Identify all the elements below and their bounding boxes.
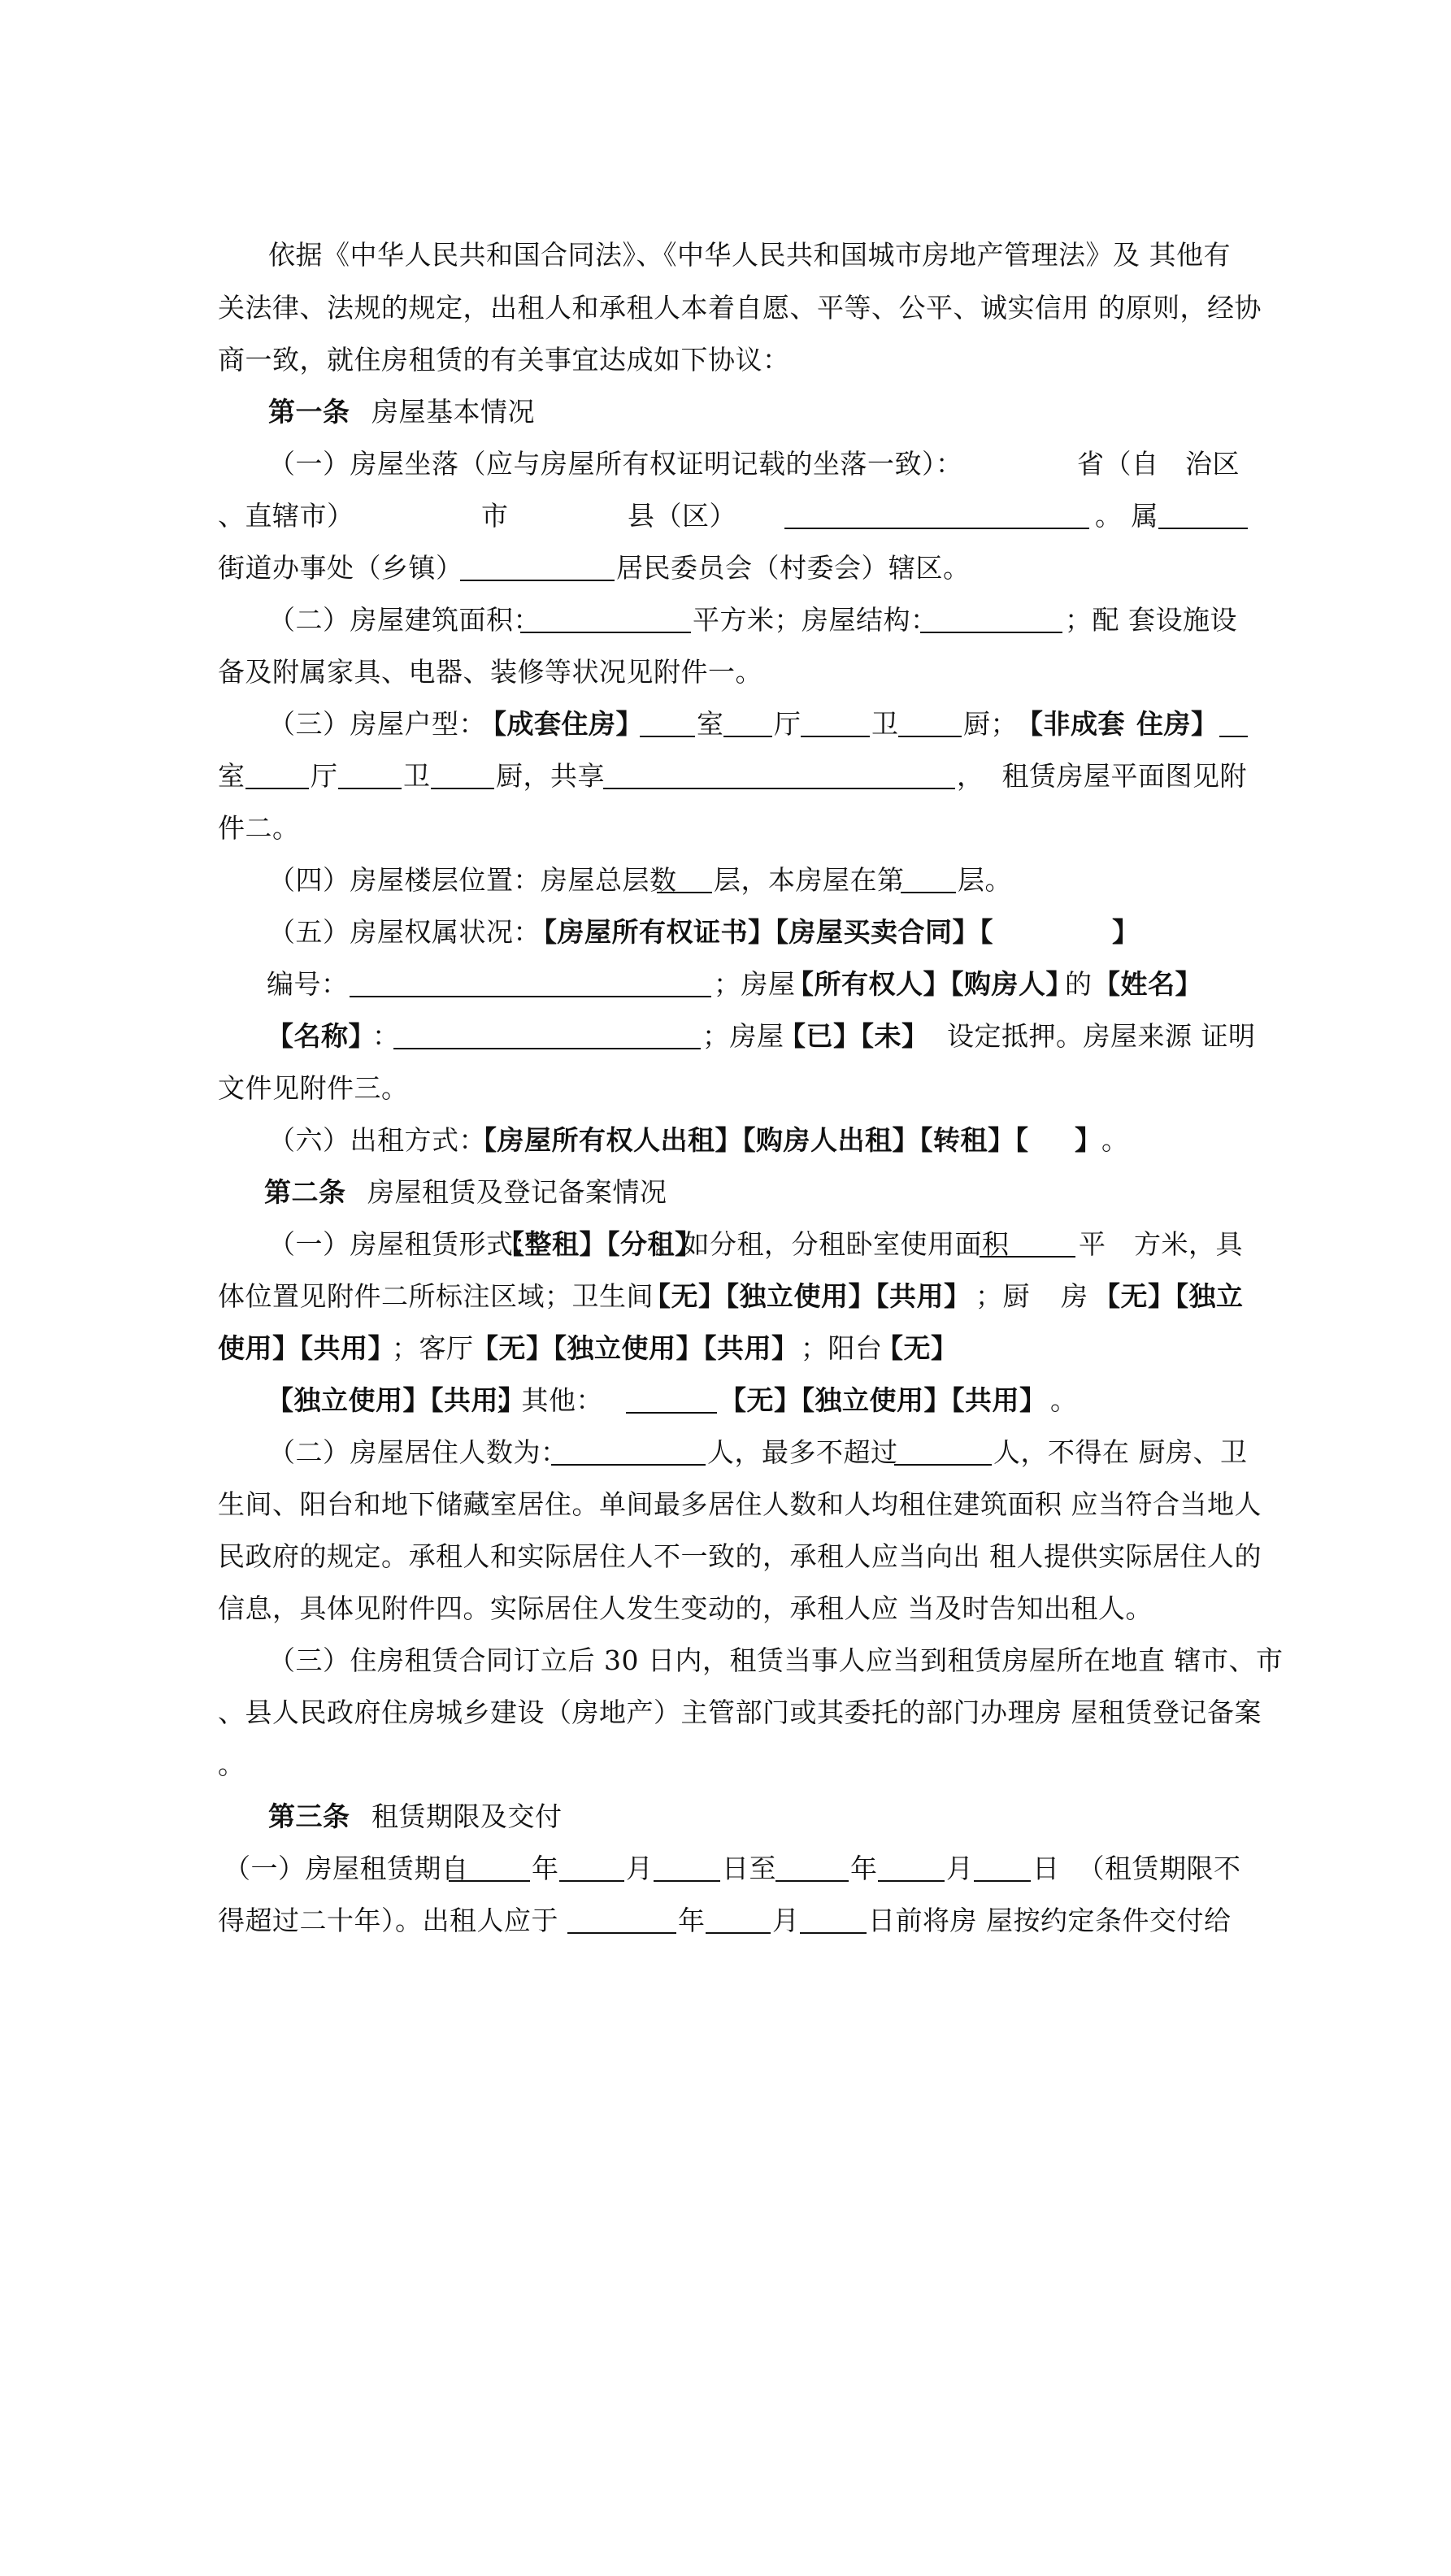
- clause-text: 。如分租，分租卧室使用面积: [655, 1228, 1010, 1260]
- clause-line: [0, 1844, 1451, 1893]
- clause-text: 体位置见附件二所标注区域；卫生间: [218, 1280, 654, 1312]
- clause-line: [0, 1116, 1451, 1165]
- blank-line: [800, 1932, 867, 1934]
- clause-line: [0, 1272, 1451, 1321]
- clause-text: 层。: [958, 864, 1012, 896]
- option-text: 【房屋所有权证书】【房屋买卖合同】【: [530, 916, 993, 948]
- clause-text: 县（区）: [628, 500, 736, 532]
- blank-line: [245, 788, 309, 789]
- clause-line: [0, 1220, 1451, 1269]
- preamble-text: 商一致，就住房租赁的有关事宜达成如下协议：: [218, 344, 790, 376]
- blank-line: [775, 1880, 849, 1882]
- clause-text: 年: [850, 1853, 878, 1884]
- clause-text: 厅: [311, 760, 338, 792]
- clause-text: 的: [1065, 968, 1093, 1000]
- blank-line: [657, 892, 712, 893]
- option-text: 【无】【独立: [1093, 1280, 1244, 1312]
- clause-text: 月: [772, 1905, 800, 1936]
- clause-line: [0, 1688, 1451, 1737]
- option-text: 【无】【独立使用】【共用】: [471, 1332, 799, 1364]
- clause-line: [0, 1584, 1451, 1633]
- blank-line: [431, 788, 494, 789]
- option-text: 【名称】: [267, 1020, 376, 1052]
- blank-line: [898, 736, 962, 737]
- clause-line: [0, 856, 1451, 905]
- clause-text: ；房屋: [714, 968, 796, 1000]
- clause-text: 。: [1101, 1124, 1129, 1156]
- clause-text: （一）房屋租赁形式：: [268, 1228, 541, 1260]
- clause-text: 备及附属家具、电器、装修等状况见附件一。: [218, 656, 762, 688]
- clause-text: ；阳台: [801, 1332, 883, 1364]
- clause-text: 卫: [871, 708, 899, 740]
- clause-text: 平: [1079, 1228, 1106, 1260]
- clause-text: 日 （租赁期限不: [1032, 1853, 1241, 1884]
- option-text: 【独立使用】【共用】: [267, 1384, 526, 1416]
- clause-text: ；客厅: [392, 1332, 474, 1364]
- option-text: 【无】【独立使用】【共用】: [644, 1280, 971, 1312]
- clause-line: [0, 1064, 1451, 1113]
- clause-text: 设定抵押。房屋来源 证明: [947, 1020, 1256, 1052]
- blank-line: [980, 1256, 1075, 1258]
- clause-text: 文件见附件三。: [218, 1072, 409, 1104]
- clause-text: ， 租赁房屋平面图见附: [957, 760, 1247, 792]
- article-number: 第二条: [264, 1176, 346, 1208]
- blank-line: [1219, 736, 1248, 737]
- article-title: 租赁期限及交付: [371, 1801, 563, 1832]
- clause-line: [0, 700, 1451, 749]
- clause-text: 居民委员会（村委会）辖区。: [616, 552, 971, 584]
- option-text: 使用】【共用】: [218, 1332, 395, 1364]
- clause-line: [0, 1324, 1451, 1373]
- clause-text: （二）房屋居住人数为：: [268, 1436, 568, 1468]
- clause-text: 室: [697, 708, 724, 740]
- clause-text: 厨；: [963, 708, 1018, 740]
- clause-text: 年: [532, 1853, 559, 1884]
- blank-line: [894, 1464, 992, 1466]
- preamble-text: 依据《中华人民共和国合同法》、《中华人民共和国城市房地产管理法》及 其他有: [268, 239, 1231, 271]
- option-text: 【已】【未】: [779, 1020, 929, 1052]
- clause-line: [0, 648, 1451, 697]
- clause-text: 、县人民政府住房城乡建设（房地产）主管部门或其委托的部门办理房 屋租赁登记备案: [218, 1696, 1262, 1728]
- blank-line: [603, 788, 955, 789]
- blank-line: [393, 1048, 701, 1049]
- option-text: 【非成套: [1016, 708, 1125, 740]
- clause-line: [0, 492, 1451, 541]
- blank-line: [723, 736, 772, 737]
- clause-text: （二）房屋建筑面积：: [268, 604, 541, 636]
- blank-line: [974, 1880, 1031, 1882]
- clause-line: [0, 1636, 1451, 1685]
- clause-line: [0, 596, 1451, 645]
- preamble-line: [0, 284, 1451, 332]
- blank-line: [567, 1932, 676, 1934]
- clause-text: （五）房屋权属状况：: [268, 916, 541, 948]
- blank-line: [449, 1880, 530, 1882]
- option-text: 】: [1075, 1124, 1102, 1156]
- clause-text: 省（自: [1077, 448, 1159, 480]
- clause-text: 件二。: [218, 812, 300, 844]
- clause-text: ：: [372, 1020, 400, 1052]
- blank-line: [784, 528, 1089, 529]
- clause-text: ；配 套设施设: [1065, 604, 1237, 636]
- clause-text: （三）房屋户型：: [268, 708, 486, 740]
- clause-text: 月: [946, 1853, 974, 1884]
- clause-text: 日至: [722, 1853, 776, 1884]
- option-text: 住房】: [1136, 708, 1219, 740]
- clause-text: 月: [626, 1853, 654, 1884]
- preamble-line: [0, 336, 1451, 384]
- clause-text: 年: [678, 1905, 706, 1936]
- blank-line: [801, 736, 870, 737]
- article-heading: [0, 1168, 1451, 1217]
- option-text: 【房屋所有权人出租】【购房人出租】【转租】【: [470, 1124, 1029, 1156]
- clause-text: 得超过二十年）。出租人应于: [218, 1905, 558, 1936]
- clause-text: （四）房屋楼层位置：房屋总层数: [268, 864, 677, 896]
- clause-text: （一）房屋租赁期自: [224, 1853, 469, 1884]
- clause-text: 。: [1050, 1384, 1078, 1416]
- clause-text: 层，本房屋在第: [714, 864, 905, 896]
- article-number: 第三条: [268, 1801, 350, 1832]
- clause-text: 人，最多不超过: [707, 1436, 898, 1468]
- blank-line: [520, 632, 691, 633]
- blank-line: [878, 1880, 945, 1882]
- clause-text: 室: [218, 760, 245, 792]
- clause-text: 平方米；房屋结构：: [693, 604, 938, 636]
- blank-line: [1158, 528, 1248, 529]
- article-heading: [0, 1792, 1451, 1841]
- option-text: 【无】: [876, 1332, 958, 1364]
- clause-line: [0, 1012, 1451, 1061]
- option-text: 【成套住房】: [480, 708, 643, 740]
- clause-line: [0, 1428, 1451, 1477]
- clause-text: 厅: [774, 708, 802, 740]
- article-number: 第一条: [268, 396, 350, 428]
- clause-text: 房: [1061, 1280, 1088, 1312]
- clause-text: （一）房屋坐落（应与房屋所有权证明记载的坐落一致）：: [268, 448, 963, 480]
- clause-line: [0, 1532, 1451, 1581]
- blank-line: [920, 632, 1062, 633]
- clause-line: [0, 1480, 1451, 1529]
- clause-text: 信息，具体见附件四。实际居住人发生变动的，承租人应 当及时告知出租人。: [218, 1592, 1153, 1624]
- clause-text: 厨，共享: [496, 760, 605, 792]
- clause-text: 方米，具: [1134, 1228, 1243, 1260]
- blank-line: [338, 788, 402, 789]
- option-text: 【整租】【分租】: [497, 1228, 702, 1260]
- clause-text: ；其他：: [494, 1384, 603, 1416]
- clause-text: ；厨: [975, 1280, 1030, 1312]
- clause-line: [0, 1740, 1451, 1789]
- blank-line: [640, 736, 695, 737]
- preamble-text: 关法律、法规的规定，出租人和承租人本着自愿、平等、公平、诚实信用 的原则，经协: [218, 292, 1262, 324]
- option-text: 】: [1112, 916, 1140, 948]
- clause-text: 街道办事处（乡镇）: [218, 552, 463, 584]
- blank-line: [654, 1880, 720, 1882]
- clause-line: [0, 960, 1451, 1009]
- clause-text: 日前将房 屋按约定条件交付给: [868, 1905, 1232, 1936]
- clause-line: [0, 1376, 1451, 1425]
- blank-line: [706, 1932, 771, 1934]
- blank-line: [901, 892, 956, 893]
- clause-text: 人，不得在 厨房、卫: [993, 1436, 1248, 1468]
- clause-text: ；房屋: [702, 1020, 784, 1052]
- preamble-line: [0, 231, 1451, 280]
- blank-line: [559, 1880, 624, 1882]
- blank-line: [626, 1412, 717, 1414]
- option-text: 【所有权人】【购房人】: [787, 968, 1073, 1000]
- clause-text: （六）出租方式：: [268, 1124, 486, 1156]
- blank-line: [551, 1464, 706, 1466]
- clause-text: 民政府的规定。承租人和实际居住人不一致的，承租人应当向出 租人提供实际居住人的: [218, 1540, 1262, 1572]
- clause-text: 市: [481, 500, 509, 532]
- clause-line: [0, 544, 1451, 593]
- option-text: 【无】【独立使用】【共用】: [719, 1384, 1047, 1416]
- article-title: 房屋基本情况: [371, 396, 535, 428]
- blank-line: [350, 996, 711, 997]
- blank-line: [460, 580, 615, 581]
- clause-text: 、直辖市）: [218, 500, 354, 532]
- clause-text: （三）住房租赁合同订立后 30 日内，租赁当事人应当到租赁房屋所在地直 辖市、市: [268, 1644, 1284, 1676]
- clause-text: 。: [218, 1748, 245, 1780]
- clause-line: [0, 752, 1451, 801]
- clause-text: 治区: [1185, 448, 1240, 480]
- article-heading: [0, 388, 1451, 437]
- clause-line: [0, 908, 1451, 957]
- clause-line: [0, 440, 1451, 489]
- option-text: 【姓名】: [1093, 968, 1202, 1000]
- article-title: 房屋租赁及登记备案情况: [367, 1176, 667, 1208]
- clause-text: 编号：: [267, 968, 349, 1000]
- clause-text: 生间、阳台和地下储藏室居住。单间最多居住人数和人均租住建筑面积 应当符合当地人: [218, 1488, 1262, 1520]
- clause-text: 。 属: [1095, 500, 1158, 532]
- clause-line: [0, 804, 1451, 853]
- clause-text: 卫: [403, 760, 431, 792]
- clause-line: [0, 1896, 1451, 1945]
